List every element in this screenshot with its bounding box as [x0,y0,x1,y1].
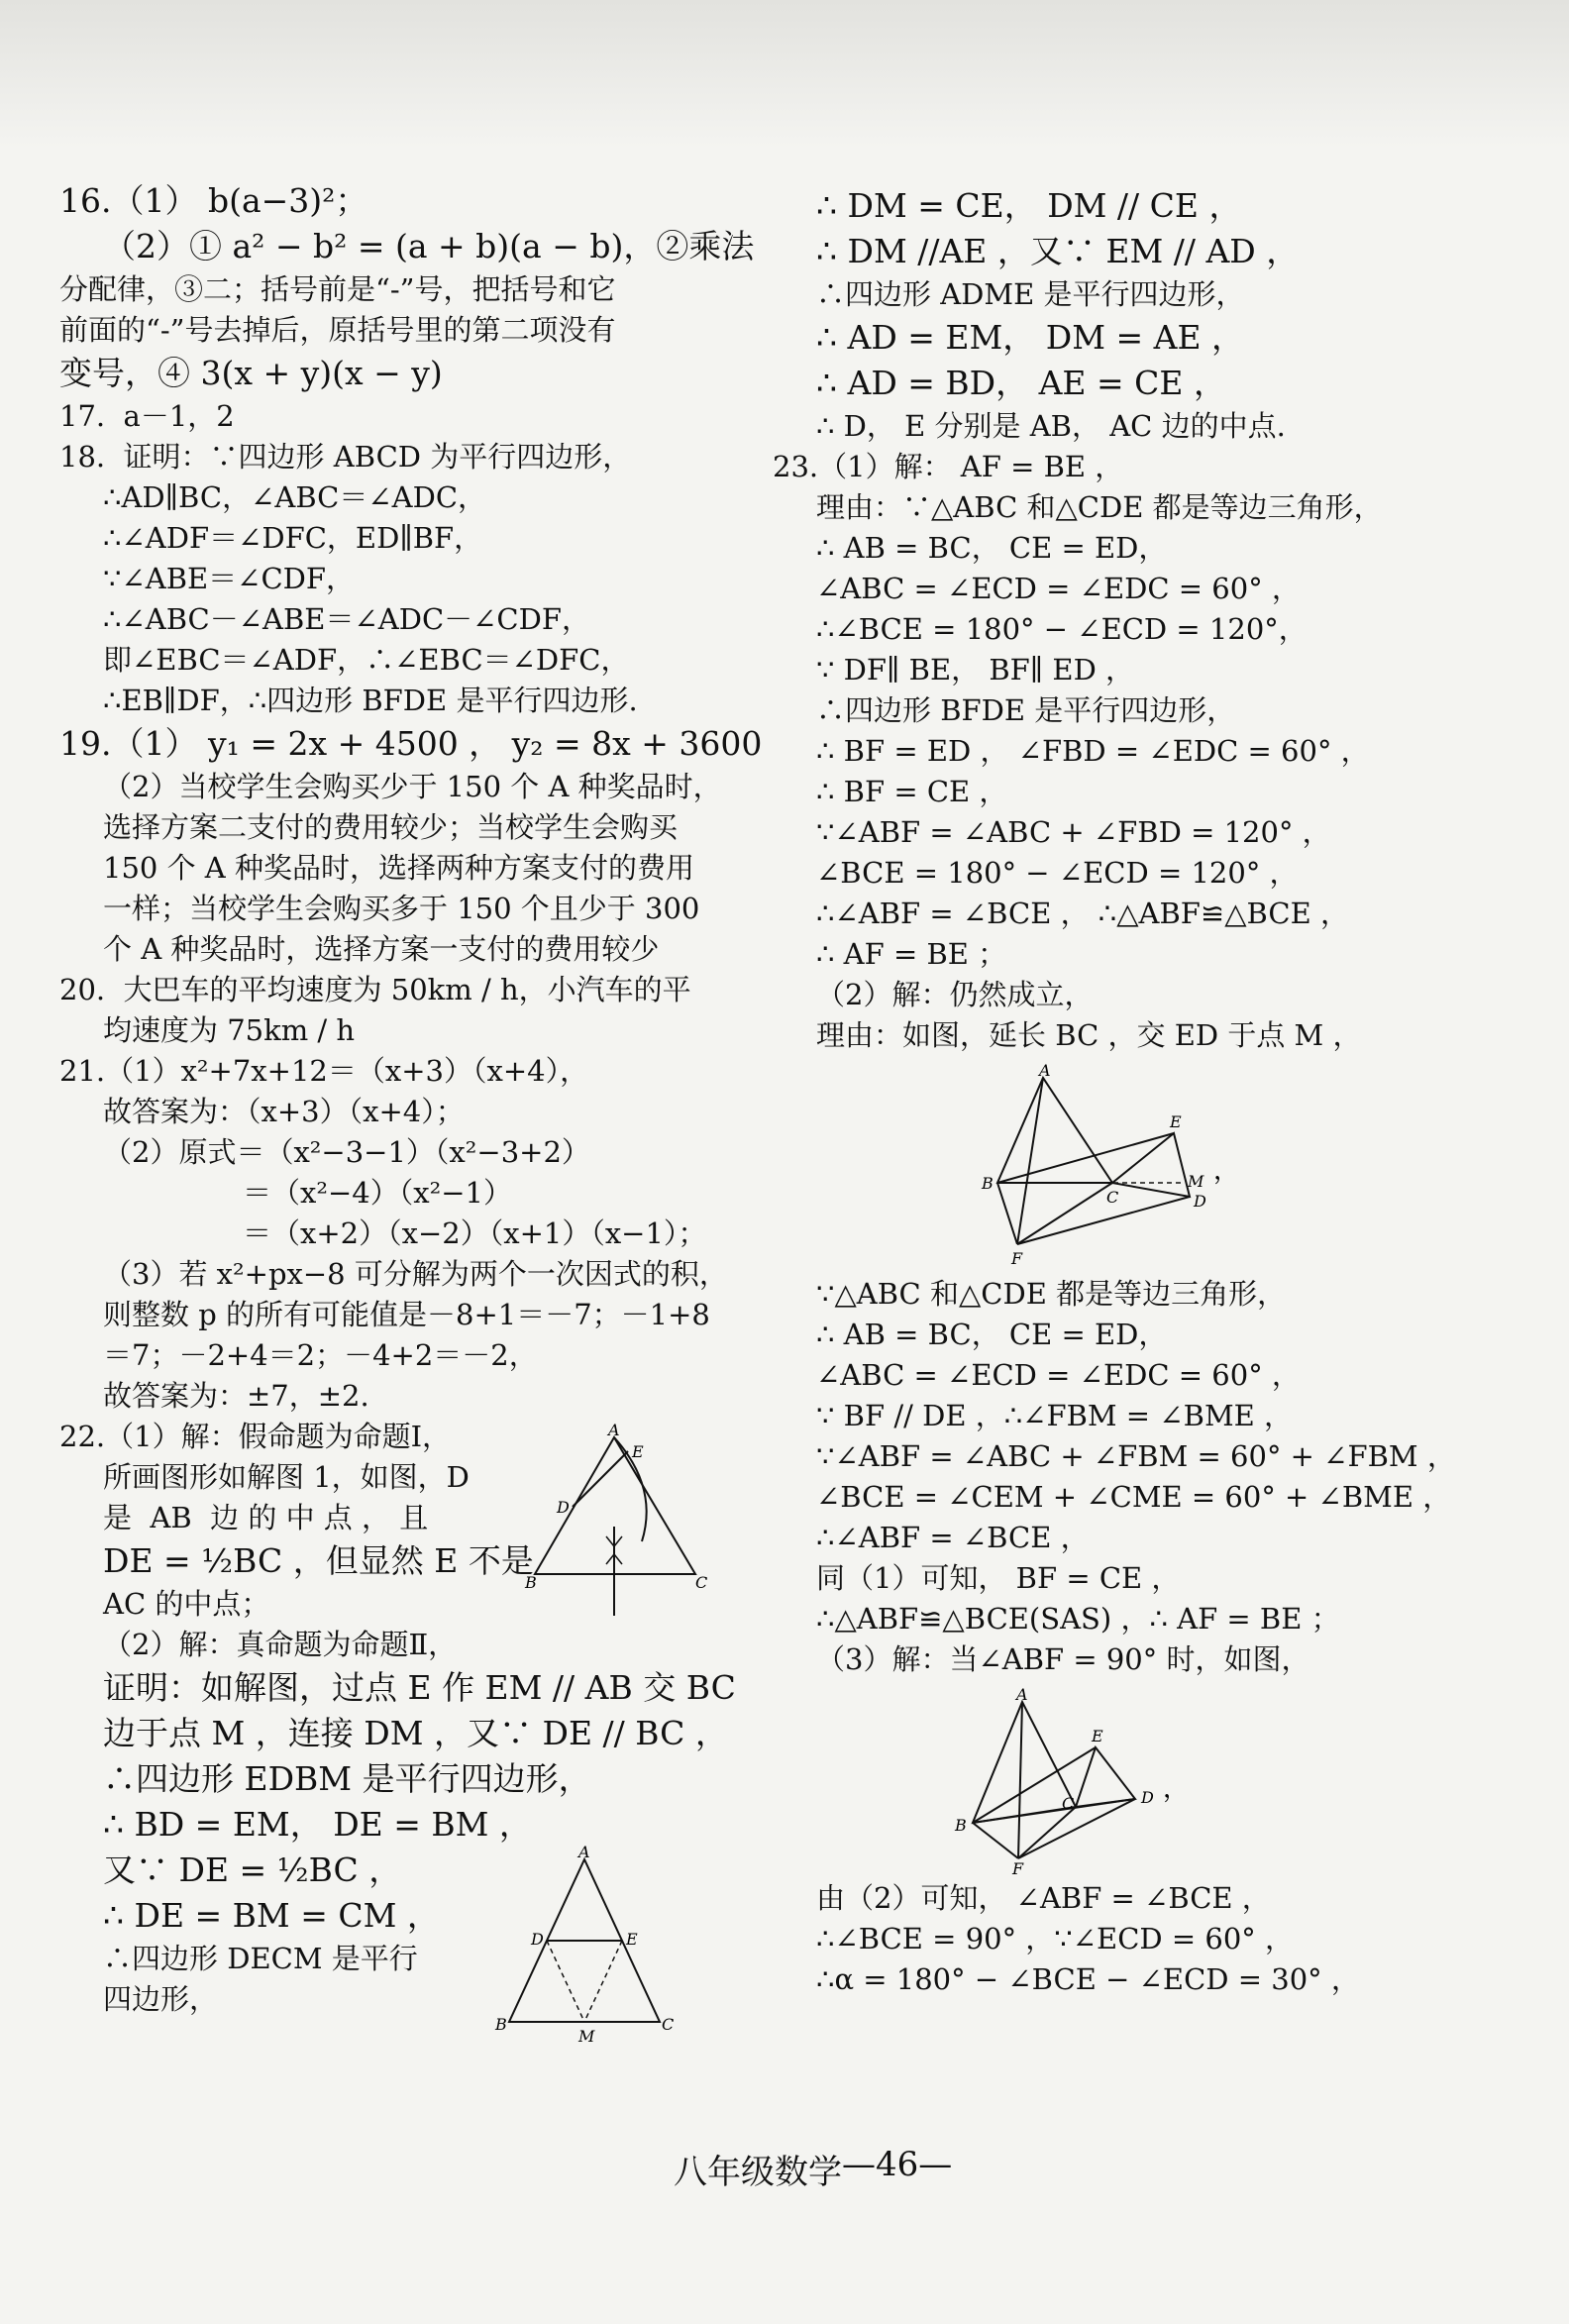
fig-label: B [955,1816,967,1835]
text-line: ∴ BF = ED ， ∠FBD = ∠EDC = 60° ， [816,734,1370,768]
text-line: ∴∠ABF = ∠BCE ， ∴△ABF≌△BCE ， [816,897,1349,930]
text-line: 16.（1） b(a−3)²； [59,181,368,220]
fig-label: D [1141,1788,1154,1807]
text-line: ∴ DM = CE， DM // CE ， [816,186,1242,225]
text-line: 理由：∵△ABC 和△CDE 都是等边三角形， [816,490,1383,524]
text-line: （2）原式＝（x²−3−1）（x²−3+2） [103,1135,590,1169]
fig-label: E [632,1442,644,1461]
text-line: 21.（1）x²+7x+12＝（x+3）（x+4）， [59,1054,589,1088]
fig-label: A [608,1421,620,1439]
text-line: ∴四边形 DECM 是平行 [103,1942,418,1975]
problem23-fig2 [773,1056,1525,1274]
text-line: ∴四边形 ADME 是平行四边形， [816,277,1245,311]
text-line: （3）若 x²+px−8 可分解为两个一次因式的积， [103,1257,728,1291]
text-line: ∠ABC = ∠ECD = ∠EDC = 60° ， [816,572,1301,605]
left-column [59,178,763,2046]
text-line: 18. 证明：∵四边形 ABCD 为平行四边形， [59,440,632,474]
text-line: ∴四边形 BFDE 是平行四边形， [816,693,1236,727]
text-line: ∴∠BCE = 180° − ∠ECD = 120°， [816,612,1308,646]
right-column [773,183,1525,2000]
text-line: 故答案为：（x+3）（x+4）； [103,1095,465,1128]
text-line: ∵ BF // DE ，∴∠FBM = ∠BME ， [816,1399,1294,1432]
text-line: ∴ DM //AE ，又∵ EM // AD ， [816,232,1300,270]
fig-label: M [1188,1172,1204,1191]
fig-label: D [1194,1192,1206,1211]
fig-label: A [1016,1685,1028,1704]
text-line: 所画图形如解图 1，如图，D [103,1460,470,1494]
text-line: ∴ AB = BC， CE = ED， [816,531,1168,565]
text-line: ∠ABC = ∠ECD = ∠EDC = 60° ， [816,1358,1301,1392]
fig-label: F [1012,1859,1024,1878]
text-line: 四边形， [103,1982,219,2016]
fig-label: E [626,1930,638,1949]
text-line: ∴ AD = BD， AE = CE ， [816,364,1226,402]
fig-label: A [1039,1061,1051,1080]
scan-shadow [0,0,1569,149]
text-line: ∵△ABC 和△CDE 都是等边三角形， [816,1277,1287,1311]
text-line: ∴ DE = BM = CM ， [103,1896,440,1935]
text-line: 19.（1） y₁ = 2x + 4500 ， y₂ = 8x + 3600 [59,724,763,763]
fig-label: C [1106,1188,1119,1207]
fig-label: M [578,2027,595,2046]
fig-label: A [578,1843,590,1861]
problem23-fig3 [773,1680,1525,1878]
text-line: （2）解：真命题为命题Ⅱ， [103,1628,458,1661]
fig-label: C [1062,1794,1075,1813]
fig-label: B [525,1573,537,1592]
text-line: 150 个 A 种奖品时，选择两种方案支付的费用 [103,851,694,885]
text-line: ＝7；－2+4＝2；－4+2＝－2， [103,1338,538,1372]
text-line: ∵∠ABE＝∠CDF， [103,562,356,595]
fig22b-diagram [495,1843,675,2046]
fig-label: C [695,1573,708,1592]
text-line: ∠BCE = 180° − ∠ECD = 120° ， [816,856,1299,890]
fig-comma: ， [1213,1156,1240,1186]
text-line: （3）解：当∠ABF = 90° 时，如图， [816,1642,1310,1676]
text-line: 由（2）可知， ∠ABF = ∠BCE ， [816,1881,1271,1915]
text-line: ∴ AB = BC， CE = ED， [816,1318,1168,1351]
fig23a-diagram [976,1061,1240,1272]
text-line: 前面的“-”号去掉后，原括号里的第二项没有 [59,313,616,347]
text-line: ∴四边形 EDBM 是平行四边形， [103,1759,591,1798]
text-line: ∵∠ABF = ∠ABC + ∠FBM = 60° + ∠FBM ， [816,1439,1456,1473]
text-line: ∴∠ABF = ∠BCE ， [816,1521,1090,1554]
fig-label: E [1170,1112,1182,1131]
text-line: ∵∠ABF = ∠ABC + ∠FBD = 120° ， [816,815,1331,849]
fig23b-diagram [951,1685,1190,1878]
text-line: （2）当校学生会购买少于 150 个 A 种奖品时， [103,770,722,803]
text-line: 则整数 p 的所有可能值是－8+1＝－7；－1+8 [103,1298,710,1331]
text-line: 分配律，③二；括号前是“-”号，把括号和它 [59,272,616,306]
fig-comma: ， [1163,1774,1190,1804]
text-line: 均速度为 75km / h [103,1013,356,1047]
text-line: ∴AD∥BC，∠ABC＝∠ADC， [103,480,487,514]
text-line: 个 A 种奖品时，选择方案一支付的费用较少 [103,932,660,966]
text-line: ∴EB∥DF，∴四边形 BFDE 是平行四边形. [103,684,638,717]
text-line: DE = ½BC ，但显然 E 不是 [103,1541,534,1580]
text-line: ∴α = 180° − ∠BCE − ∠ECD = 30° ， [816,1962,1360,1996]
fig-label: F [1011,1249,1023,1268]
text-line: 边于点 M ，连接 DM ，又∵ DE // BC ， [103,1714,728,1752]
text-line: 变号，④ 3(x + y)(x − y) [59,354,443,392]
text-line: 20. 大巴车的平均速度为 50km / h，小汽车的平 [59,973,691,1006]
fig-label: B [982,1174,994,1193]
text-line: ∴ BD = EM， DE = BM ， [103,1805,532,1844]
text-line: ∴∠BCE = 90° ，∵∠ECD = 60° ， [816,1922,1295,1955]
text-line: 理由：如图，延长 BC ，交 ED 于点 M ， [816,1018,1362,1052]
text-line: 同（1）可知， BF = CE ， [816,1561,1181,1595]
text-line: AC 的中点； [103,1587,270,1621]
text-line: ∴ D， E 分别是 AB， AC 边的中点. [816,409,1286,443]
text-line: 23.（1）解： AF = BE ， [773,450,1124,483]
text-line: 22.（1）解：假命题为命题Ⅰ， [59,1420,452,1453]
footer-grade: 八年级数学 [674,2153,842,2192]
text-line: ＝（x²−4）（x²−1） [243,1176,512,1210]
text-line: ∵ DF∥ BE， BF∥ ED ， [816,653,1135,687]
text-line: 选择方案二支付的费用较少；当校学生会购买 [103,810,679,844]
fig-label: D [531,1930,544,1949]
text-line: ∴ AF = BE ； [816,937,1007,971]
text-line: 即∠EBC＝∠ADF，∴∠EBC＝∠DFC， [103,643,630,677]
text-line: 故答案为：±7，±2. [103,1379,369,1413]
fig-label: C [662,2015,675,2034]
text-line: ∴ AD = EM， DM = AE ， [816,318,1245,357]
text-line: 17. a－1，2 [59,399,235,433]
text-line: ∴△ABF≌△BCE(SAS) ，∴ AF = BE ； [816,1602,1340,1636]
text-line: 一样；当校学生会购买多于 150 个且少于 300 [103,892,700,925]
text-line: ∠BCE = ∠CEM + ∠CME = 60° + ∠BME ， [816,1480,1452,1514]
text-line: ＝（x+2）（x−2）（x+1）（x−1）； [243,1216,707,1250]
text-line: ∴∠ABC－∠ABE＝∠ADC－∠CDF， [103,602,590,636]
fig-label: B [495,2015,507,2034]
text-line: 证明：如解图，过点 E 作 EM // AB 交 BC [103,1668,736,1707]
text-line: ∴∠ADF＝∠DFC，ED∥BF， [103,521,483,555]
problem22-part2 [59,1843,753,2046]
page-number: —46— [842,2145,953,2184]
fig-label: D [557,1498,570,1517]
text-line: （2）① a² − b² = (a + b)(a − b)，②乘法 [103,227,755,265]
text-line: 是 AB 边 的 中 点 ， 且 [103,1501,429,1534]
text-line: ∴ BF = CE ， [816,775,1008,808]
text-line: （2）解：仍然成立， [816,978,1094,1011]
fig22a-diagram [525,1418,708,1626]
fig-label: E [1092,1727,1103,1745]
text-line: 又∵ DE = ½BC ， [103,1850,402,1889]
